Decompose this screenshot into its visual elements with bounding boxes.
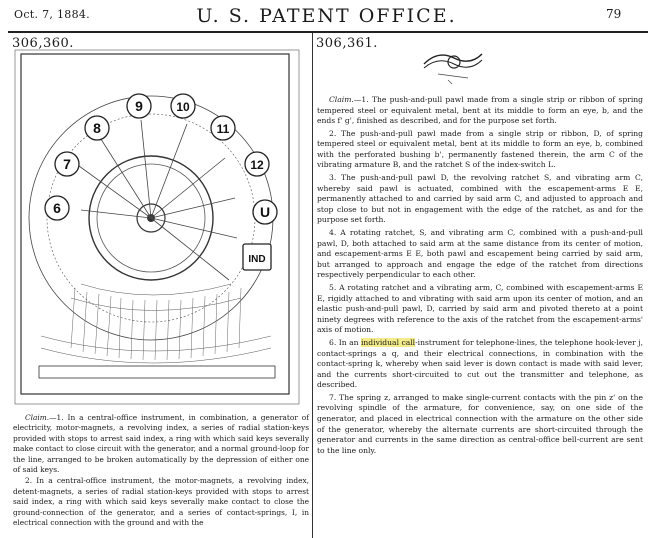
dial-label-10: 10 [176,100,190,114]
pawl-figure [418,44,488,86]
claim-2: 2. The push-and-pull pawl made from a single strip or ribbon, D, of spring tempered steel or equivalent metal, bent at its middle to form an eye, b, combined with the perforated bushing b', permanently fastened therein, the arm C of the vibrating armature B, and the ratchet S of the index-switch L. [317,128,643,170]
dial-label-9: 9 [135,98,143,114]
dial-label-6: 6 [53,200,61,216]
left-claim-2: 2. In a central-office instrument, the motor-magnets, a revolving index, detent-magnets, a series of radial station-keys provided with stops to arrest said index, a ring with which said keys severally make contact to close the ground-connection of the generator, and a series of contact-springs, I, in electrical connection with the ground and with the [13,476,309,528]
dial-label-u: U [259,204,271,220]
claim-6-rest: -instrument for telephone-lines, the telephone hook-lever j, contact-springs a q, and their electrical connections, in combination with the contact-spring k, whereby when said lever is down contact is made with said lever, and the currents short-circuited to cut out the transmitter and telephone, as described. [317,337,643,390]
claim-4: 4. A rotating ratchet, S, and vibrating arm C, combined with a push-and-pull pawl, D, both attached to said arm at the same distance from its center of motion, and escapement-arms E E, both pawl and escapement being carried by said arm, but arranged to approach and engage the edge of the ratchet from directions respectively perpendicular to each other. [317,228,643,280]
left-claim-1 [13,413,309,475]
claim-7: 7. The spring z, arranged to make single-current contacts with the pin z' on the revolving spindle of the armature, for convenience, say, on one side of the generator, and placed in electrical connection with the armature on the other side of the generator, whereby the alternate currents are short-circuited through the generator and currents in the same direction as central-office bell-current are sent to the line only. [317,392,643,455]
header-date: Oct. 7, 1884. [14,8,90,21]
dial-label-12: 12 [250,158,264,172]
claim-1-text: —1. The push-and-pull pawl made from a single strip or ribbon of spring tempered steel or equivalent metal, bent at its middle to form an eye, b, and the ends f' g', finished as described, and for the purpose set forth. [317,95,643,126]
patent-drawing [11,48,305,412]
right-patent-number: 306,361. [316,36,378,51]
header-rule [8,31,648,33]
right-claims [317,95,643,458]
claim-6 [317,338,643,391]
dial-label-8: 8 [93,120,101,136]
dial-label-ind: IND [248,254,266,265]
claim-1 [317,95,643,127]
claim-label: Claim. [329,95,354,104]
left-claim-1-text: —1. In a central-office instrument, in combination, a generator of electricity, motor-magnets, a revolving index, a series of radial station-keys provided with stops to arrest said index, a ring with which said keys severally make contact to close circuit with the generator, and a normal ground-loop for the line, arranged to be broken automatically by the depression of either one of said keys. [13,413,309,475]
claim-label: Claim. [25,413,50,422]
claim-3: 3. The push-and-pull pawl D, the revolving ratchet S, and vibrating arm C, whereby said pawl is actuated, combined with the escapement-arms E E, permanently attached to and carried by said arm C, and adjusted to approach and stop close to but not in engagement with the edge of the ratchet, as and for the purpose set forth. [317,173,643,225]
page-title: U. S. PATENT OFFICE. [196,5,457,27]
claim-6-start: 6. In an [329,337,361,347]
page-number: 79 [606,7,622,21]
left-patent-number: 306,360. [12,36,74,51]
left-claims [13,413,309,529]
dial-label-11: 11 [216,122,230,136]
highlighted-term[interactable]: individual call [360,337,416,347]
claim-5: 5. A rotating ratchet and a vibrating arm, C, combined with escapement-arms E E, rigidly attached to and vibrating with said arm upon its center of motion, and an elastic push-and-pull pawl, D, carried by said arm and pivoted thereto at a point ninety degrees with reference to the axis of the ratchet from the escapement-arms' axis of motion. [317,283,643,335]
dial-label-7: 7 [63,156,71,172]
column-divider [312,33,313,538]
